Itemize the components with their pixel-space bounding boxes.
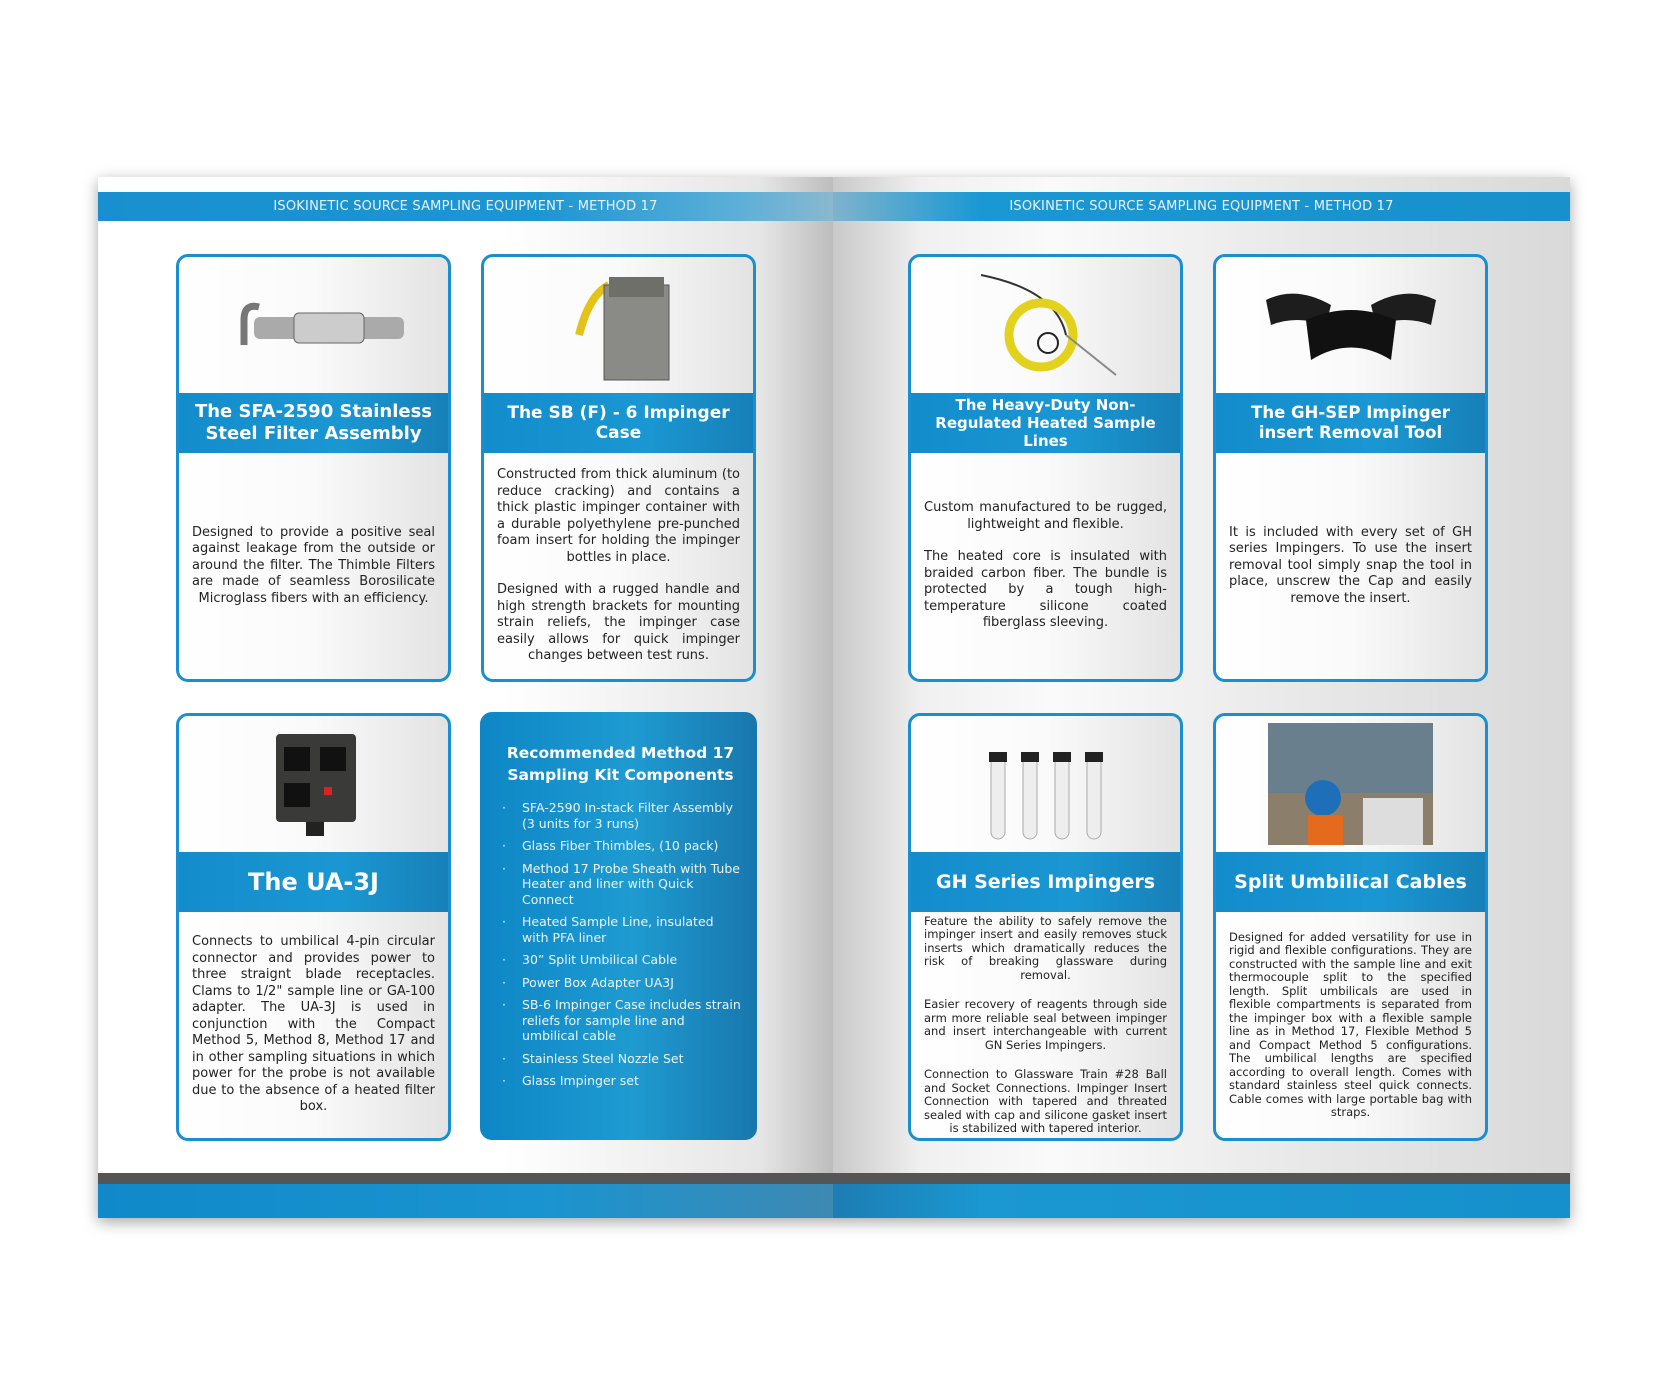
- kit-item: · Power Box Adapter UA3J: [500, 975, 741, 991]
- kit-item: · Heated Sample Line, insulated with PFA liner: [500, 914, 741, 945]
- footer-band: [833, 1184, 1570, 1218]
- impingers-image: [911, 716, 1180, 852]
- card-text: Custom manufactured to be rugged, lightweight and flexible.: [924, 500, 1167, 532]
- card-text: Connects to umbilical 4-pin circular connector and provides power to three straignt blade receptacles. Clams to 1/2" sample line or GA-100 adapter. The UA-3J is used in conjunction with the Compact Method 5, Method 8, Method 17 and in other sampling situations in which power for the probe is not available due to the absence of a heated filter box.: [192, 934, 435, 1115]
- power-box-image: [179, 716, 448, 852]
- kit-item: · Glass Fiber Thimbles, (10 pack): [500, 838, 741, 854]
- filter-assembly-image: [179, 257, 448, 393]
- card-text: The heated core is insulated with braided carbon fiber. The bundle is protected by a tough high-temperature silicone coated fiberglass sleeving.: [924, 549, 1167, 631]
- card-gh-sep-tool: [1213, 254, 1488, 682]
- umbilical-photo: [1216, 716, 1485, 852]
- page-header-right: ISOKINETIC SOURCE SAMPLING EQUIPMENT - METHOD 17: [833, 192, 1570, 221]
- card-title: The Heavy-Duty Non-Regulated Heated Sample Lines: [911, 393, 1180, 453]
- footer-rule: [833, 1173, 1570, 1184]
- card-text: Easier recovery of reagents through side arm more reliable seal between impinger and insert interchangeable with current GN Series Impingers.: [924, 997, 1167, 1052]
- sample-line-image: [911, 257, 1180, 393]
- kit-item: · 30” Split Umbilical Cable: [500, 952, 741, 968]
- card-split-umbilical: [1213, 713, 1488, 1141]
- kit-item: · SFA-2590 In-stack Filter Assembly (3 units for 3 runs): [500, 800, 741, 831]
- card-text: It is included with every set of GH series Impingers. To use the insert removal tool simply snap the tool in place, unscrew the Cap and easily remove the insert.: [1229, 524, 1472, 606]
- card-text: Designed for added versatility for use in rigid and flexible configurations. They are constructed with the sample line and exit thermocouple split to the specified length. Split umbilicals are used in flexible compartments is separated from the impinger box with a flexible sample line as in Method 17, Flexible Method 5 and Compact Method 5 configurations. The umbilical lengths are specified according to overall length. Comes with standard stainless steel quick connects. Cable comes with large portable bag with straps.: [1229, 929, 1472, 1119]
- card-title: The SFA-2590 Stainless Steel Filter Assembly: [179, 393, 448, 453]
- impinger-case-image: [484, 257, 753, 393]
- footer-band: [98, 1184, 833, 1218]
- card-ua-3j: [176, 713, 451, 1141]
- kit-list: [500, 800, 741, 1089]
- kit-item: · Method 17 Probe Sheath with Tube Heater and liner with Quick Connect: [500, 861, 741, 908]
- card-text: Connection to Glassware Train #28 Ball and Socket Connections. Impinger Insert Connection with tapered and threated sealed with cap and silicone gasket insert is stabilized with tapered interior.: [924, 1067, 1167, 1135]
- brochure-spread: [98, 177, 1570, 1218]
- card-heated-sample-lines: [908, 254, 1183, 682]
- card-gh-impingers: [908, 713, 1183, 1141]
- card-title: The SB (F) - 6 Impinger Case: [484, 393, 753, 453]
- card-title: The UA-3J: [179, 852, 448, 912]
- removal-tool-image: [1216, 257, 1485, 393]
- left-page: [98, 177, 833, 1218]
- kit-item: · Glass Impinger set: [500, 1073, 741, 1089]
- card-sb-f-6: [481, 254, 756, 682]
- card-text: Designed to provide a positive seal against leakage from the outside or around the filter. The Thimble Filters are made of seamless Borosilicate Microglass fibers with an efficiency.: [192, 524, 435, 606]
- card-sfa-2590: [176, 254, 451, 682]
- card-title: Split Umbilical Cables: [1216, 852, 1485, 912]
- card-title: The GH-SEP Impinger insert Removal Tool: [1216, 393, 1485, 453]
- card-title: GH Series Impingers: [911, 852, 1180, 912]
- card-text: Constructed from thick aluminum (to reduce cracking) and contains a thick plastic impinger container with a durable polyethylene pre-punched foam insert for holding the impinger bottles in place.: [497, 467, 740, 565]
- card-text: Designed with a rugged handle and high strength brackets for mounting strain reliefs, the impinger case easily allows for quick impinger changes between test runs.: [497, 582, 740, 664]
- page-header-left: ISOKINETIC SOURCE SAMPLING EQUIPMENT - METHOD 17: [98, 192, 833, 221]
- kit-item: · SB-6 Impinger Case includes strain reliefs for sample line and umbilical cable: [500, 997, 741, 1044]
- kit-title: Recommended Method 17 Sampling Kit Components: [506, 744, 735, 784]
- right-page: [833, 177, 1570, 1218]
- kit-components-panel: [480, 712, 757, 1140]
- card-text: Feature the ability to safely remove the impinger insert and easily removes stuck inserts which dramatically reduces the risk of breaking glassware during removal.: [924, 913, 1167, 982]
- kit-item: · Stainless Steel Nozzle Set: [500, 1051, 741, 1067]
- footer-rule: [98, 1173, 833, 1184]
